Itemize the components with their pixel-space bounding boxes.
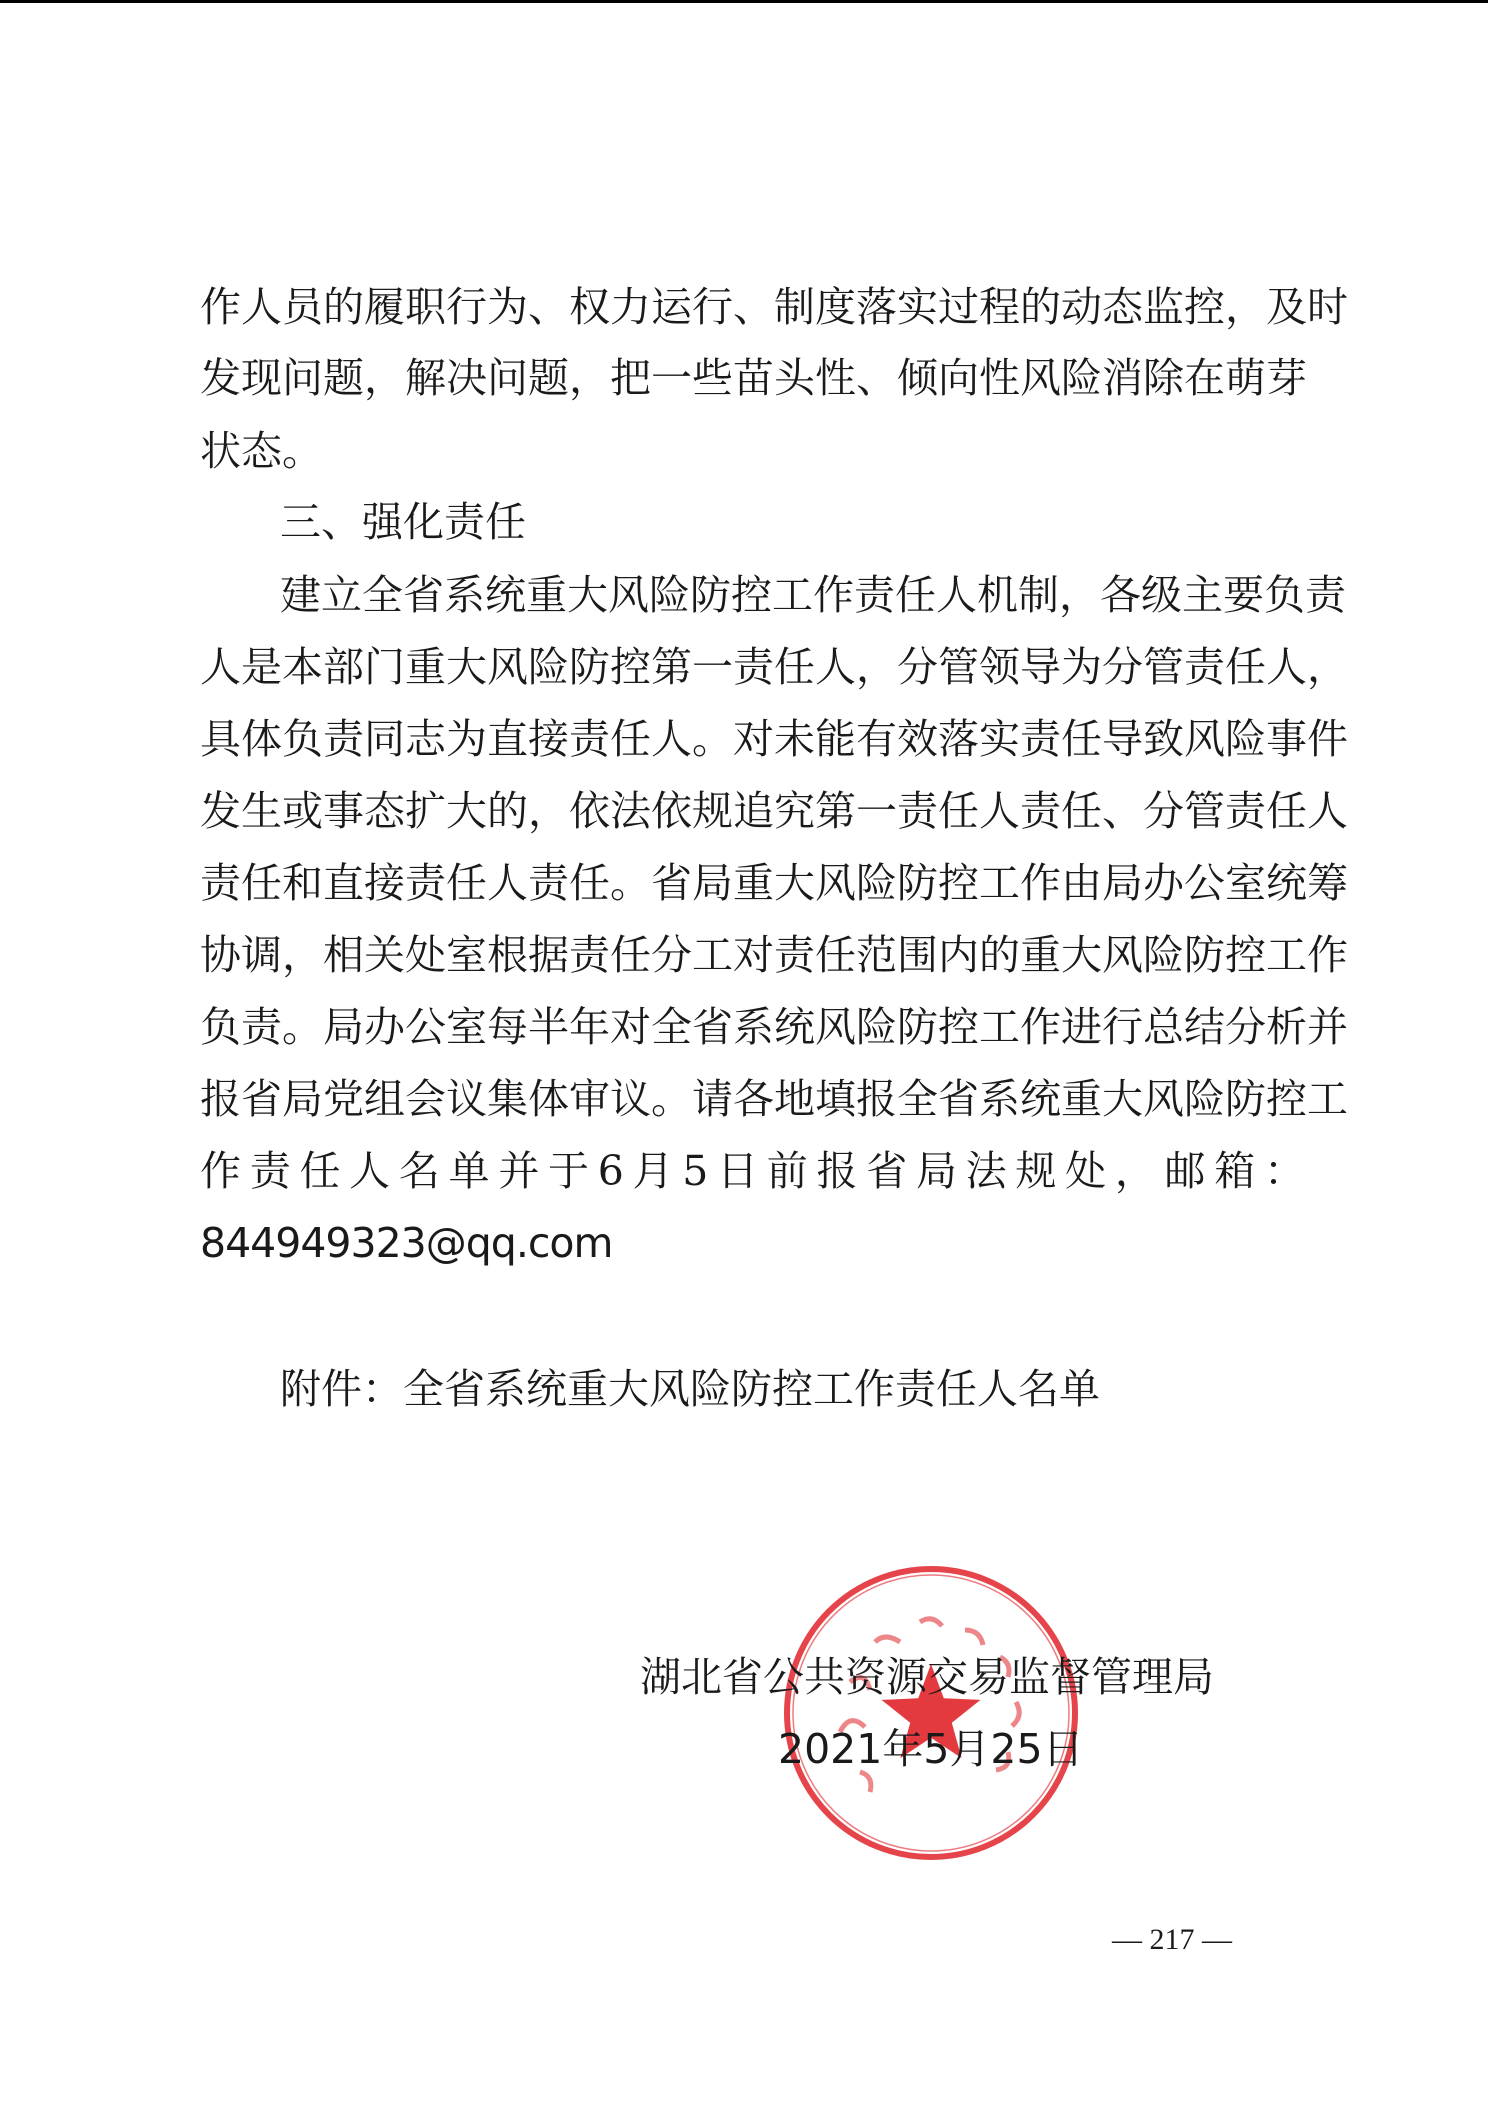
- attachment-note: 附件：全省系统重大风险防控工作责任人名单: [280, 1365, 1100, 1413]
- para1-line2: 发现问题，解决问题，把一些苗头性、倾向性风险消除在萌芽: [200, 354, 1307, 402]
- para2-line3: 具体负责同志为直接责任人。对未能有效落实责任导致风险事件: [200, 715, 1348, 763]
- para2-line7: 负责。局办公室每半年对全省系统风险防控工作进行总结分析并: [200, 1003, 1348, 1051]
- para1-line3: 状态。: [200, 427, 323, 475]
- issue-date: 2021年5月25日: [778, 1725, 1084, 1773]
- para2-line2: 人是本部门重大风险防控第一责任人，分管领导为分管责任人，: [200, 643, 1348, 691]
- page-number: — 217 —: [1112, 1923, 1232, 1956]
- para2-line4: 发生或事态扩大的，依法依规追究第一责任人责任、分管责任人: [200, 787, 1348, 835]
- para2-line1: 建立全省系统重大风险防控工作责任人机制，各级主要负责: [280, 571, 1346, 619]
- para1-line1: 作人员的履职行为、权力运行、制度落实过程的动态监控，及时: [200, 283, 1348, 331]
- para2-line5: 责任和直接责任人责任。省局重大风险防控工作由局办公室统筹: [200, 859, 1348, 907]
- official-seal-stamp: [780, 1562, 1082, 1864]
- top-border: [0, 0, 1488, 3]
- para2-line9: 作责任人名单并于6月5日前报省局法规处，邮箱：: [200, 1147, 1305, 1195]
- email-address: 844949323@qq.com: [200, 1219, 613, 1267]
- section-heading: 三、强化责任: [280, 498, 526, 546]
- issuing-organization: 湖北省公共资源交易监督管理局: [640, 1653, 1214, 1701]
- para2-line6: 协调，相关处室根据责任分工对责任范围内的重大风险防控工作: [200, 931, 1348, 979]
- para2-line8: 报省局党组会议集体审议。请各地填报全省系统重大风险防控工: [200, 1075, 1348, 1123]
